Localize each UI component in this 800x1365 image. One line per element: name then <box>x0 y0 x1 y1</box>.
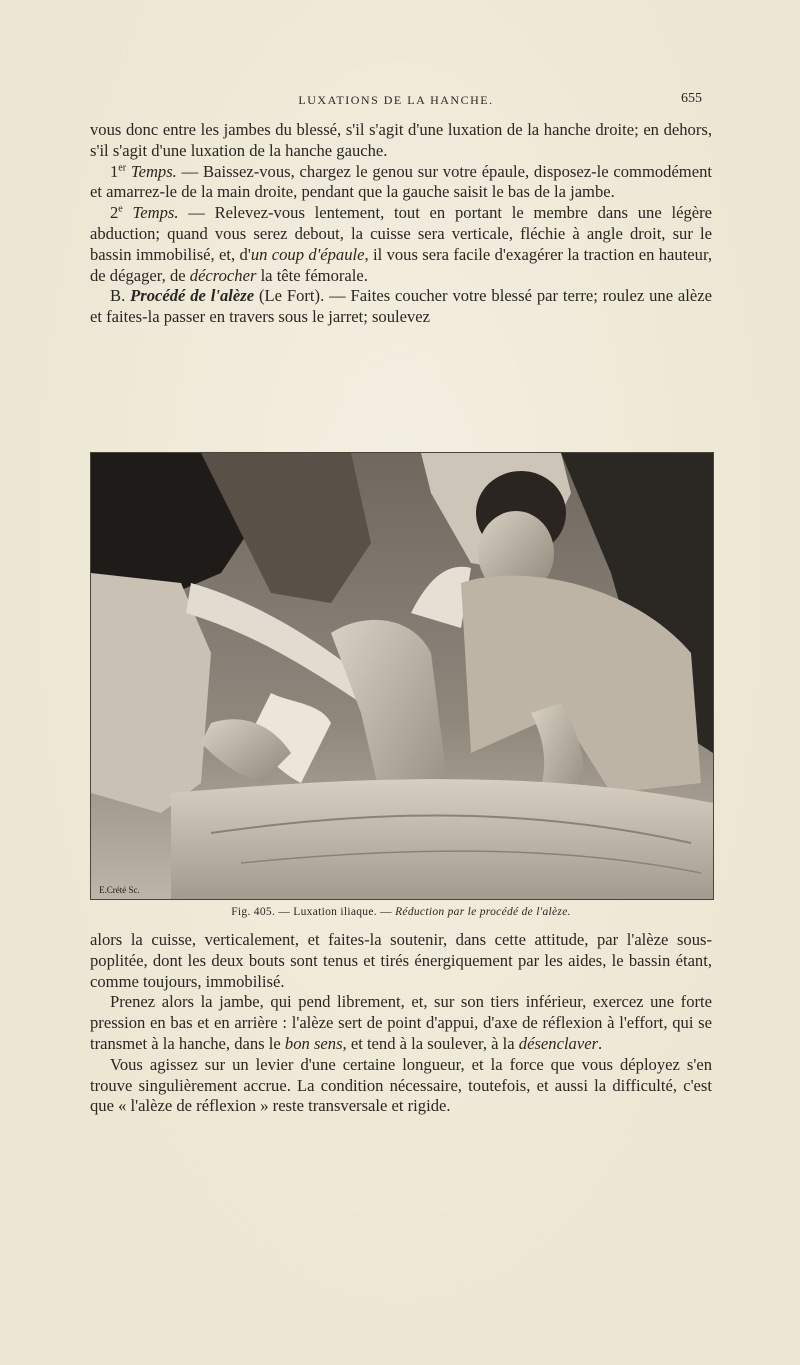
section-letter: B. <box>110 286 131 306</box>
step-text: — Baissez-vous, chargez le genou sur votre épaule, disposez-le commodément et amarrez-le de la main droite, pendant que la gauche saisit le bas de la jambe. <box>90 161 712 202</box>
paragraph-second-step <box>90 203 712 286</box>
body-text: Prenez alors la jambe, qui pend librement, et, sur son tiers inférieur, exercez une forte pression en bas et en arrière : l'alèze sert de point d'appui, d'axe de réflexion à l'effort, qui se transmet à la hanche, dans le <box>90 992 712 1053</box>
step-label: Temps. <box>132 203 179 223</box>
top-text-block <box>90 120 712 328</box>
section-title: Procédé de l'alèze <box>130 286 255 306</box>
bottom-text-block <box>90 930 712 1117</box>
emphasis-text: bon sens <box>284 1033 343 1053</box>
step-number: 1 <box>110 161 119 181</box>
engraving-illustration <box>91 453 713 899</box>
body-text: , et tend à la soulever, à la <box>342 1033 519 1053</box>
section-text: (Le Fort). — Faites coucher votre blessé par terre; roulez une alèze et faites-la passer en travers sous le jarret; soulevez <box>90 286 712 327</box>
step-ordinal: er <box>118 162 127 174</box>
caption-label: Fig. 405. — Luxation iliaque. — <box>231 906 396 918</box>
page-number: 655 <box>681 91 702 106</box>
running-title: LUXATIONS DE LA HANCHE. <box>298 93 494 107</box>
paragraph-first-step <box>90 162 712 204</box>
step-number: 2 <box>110 203 119 223</box>
running-head <box>90 91 702 111</box>
body-text: . <box>598 1033 603 1053</box>
emphasis-text: un coup d'épaule <box>250 244 365 264</box>
emphasis-text: décrocher <box>189 265 257 285</box>
paragraph-procedure-b <box>90 286 712 328</box>
caption-italic: Réduction par le procédé de l'alèze. <box>395 906 571 918</box>
figure-caption <box>90 906 712 918</box>
engraver-signature: E.Crété Sc. <box>99 885 140 895</box>
step-ordinal: e <box>118 203 123 215</box>
paragraph-lever: Vous agissez sur un levier d'une certaine longueur, et la force que vous déployez s'en trouve singulièrement accrue. La condition nécessaire, toutefois, et aussi la difficulté, c'est que « l'alèze de réflexion » reste transversale et rigide. <box>90 1054 712 1116</box>
step-label: Temps. <box>130 161 177 181</box>
step-text: , il vous sera facile d'exagérer la traction en hauteur, de dégager, de <box>90 244 712 285</box>
step-text: — Relevez-vous lentement, tout en portant le membre dans une légère abduction; quand vous serez debout, la cuisse sera verticale, fléchie à angle droit, sur le bassin immobilisé, et, d' <box>90 203 712 264</box>
emphasis-text: désenclaver <box>518 1033 599 1053</box>
paragraph-pressure <box>90 992 712 1054</box>
figure-illustration <box>90 452 714 900</box>
paragraph-intro: vous donc entre les jambes du blessé, s'il s'agit d'une luxation de la hanche droite; en dehors, s'il s'agit d'une luxation de la hanche gauche. <box>90 120 712 160</box>
step-text: la tête fémorale. <box>256 265 368 285</box>
paragraph-continuation: alors la cuisse, verticalement, et faites-la soutenir, dans cette attitude, par l'alèze sous-poplitée, dont les deux bouts sont tenus et tirés énergiquement par les aides, le bassin étant, comme toujours, immobilisé. <box>90 930 712 991</box>
